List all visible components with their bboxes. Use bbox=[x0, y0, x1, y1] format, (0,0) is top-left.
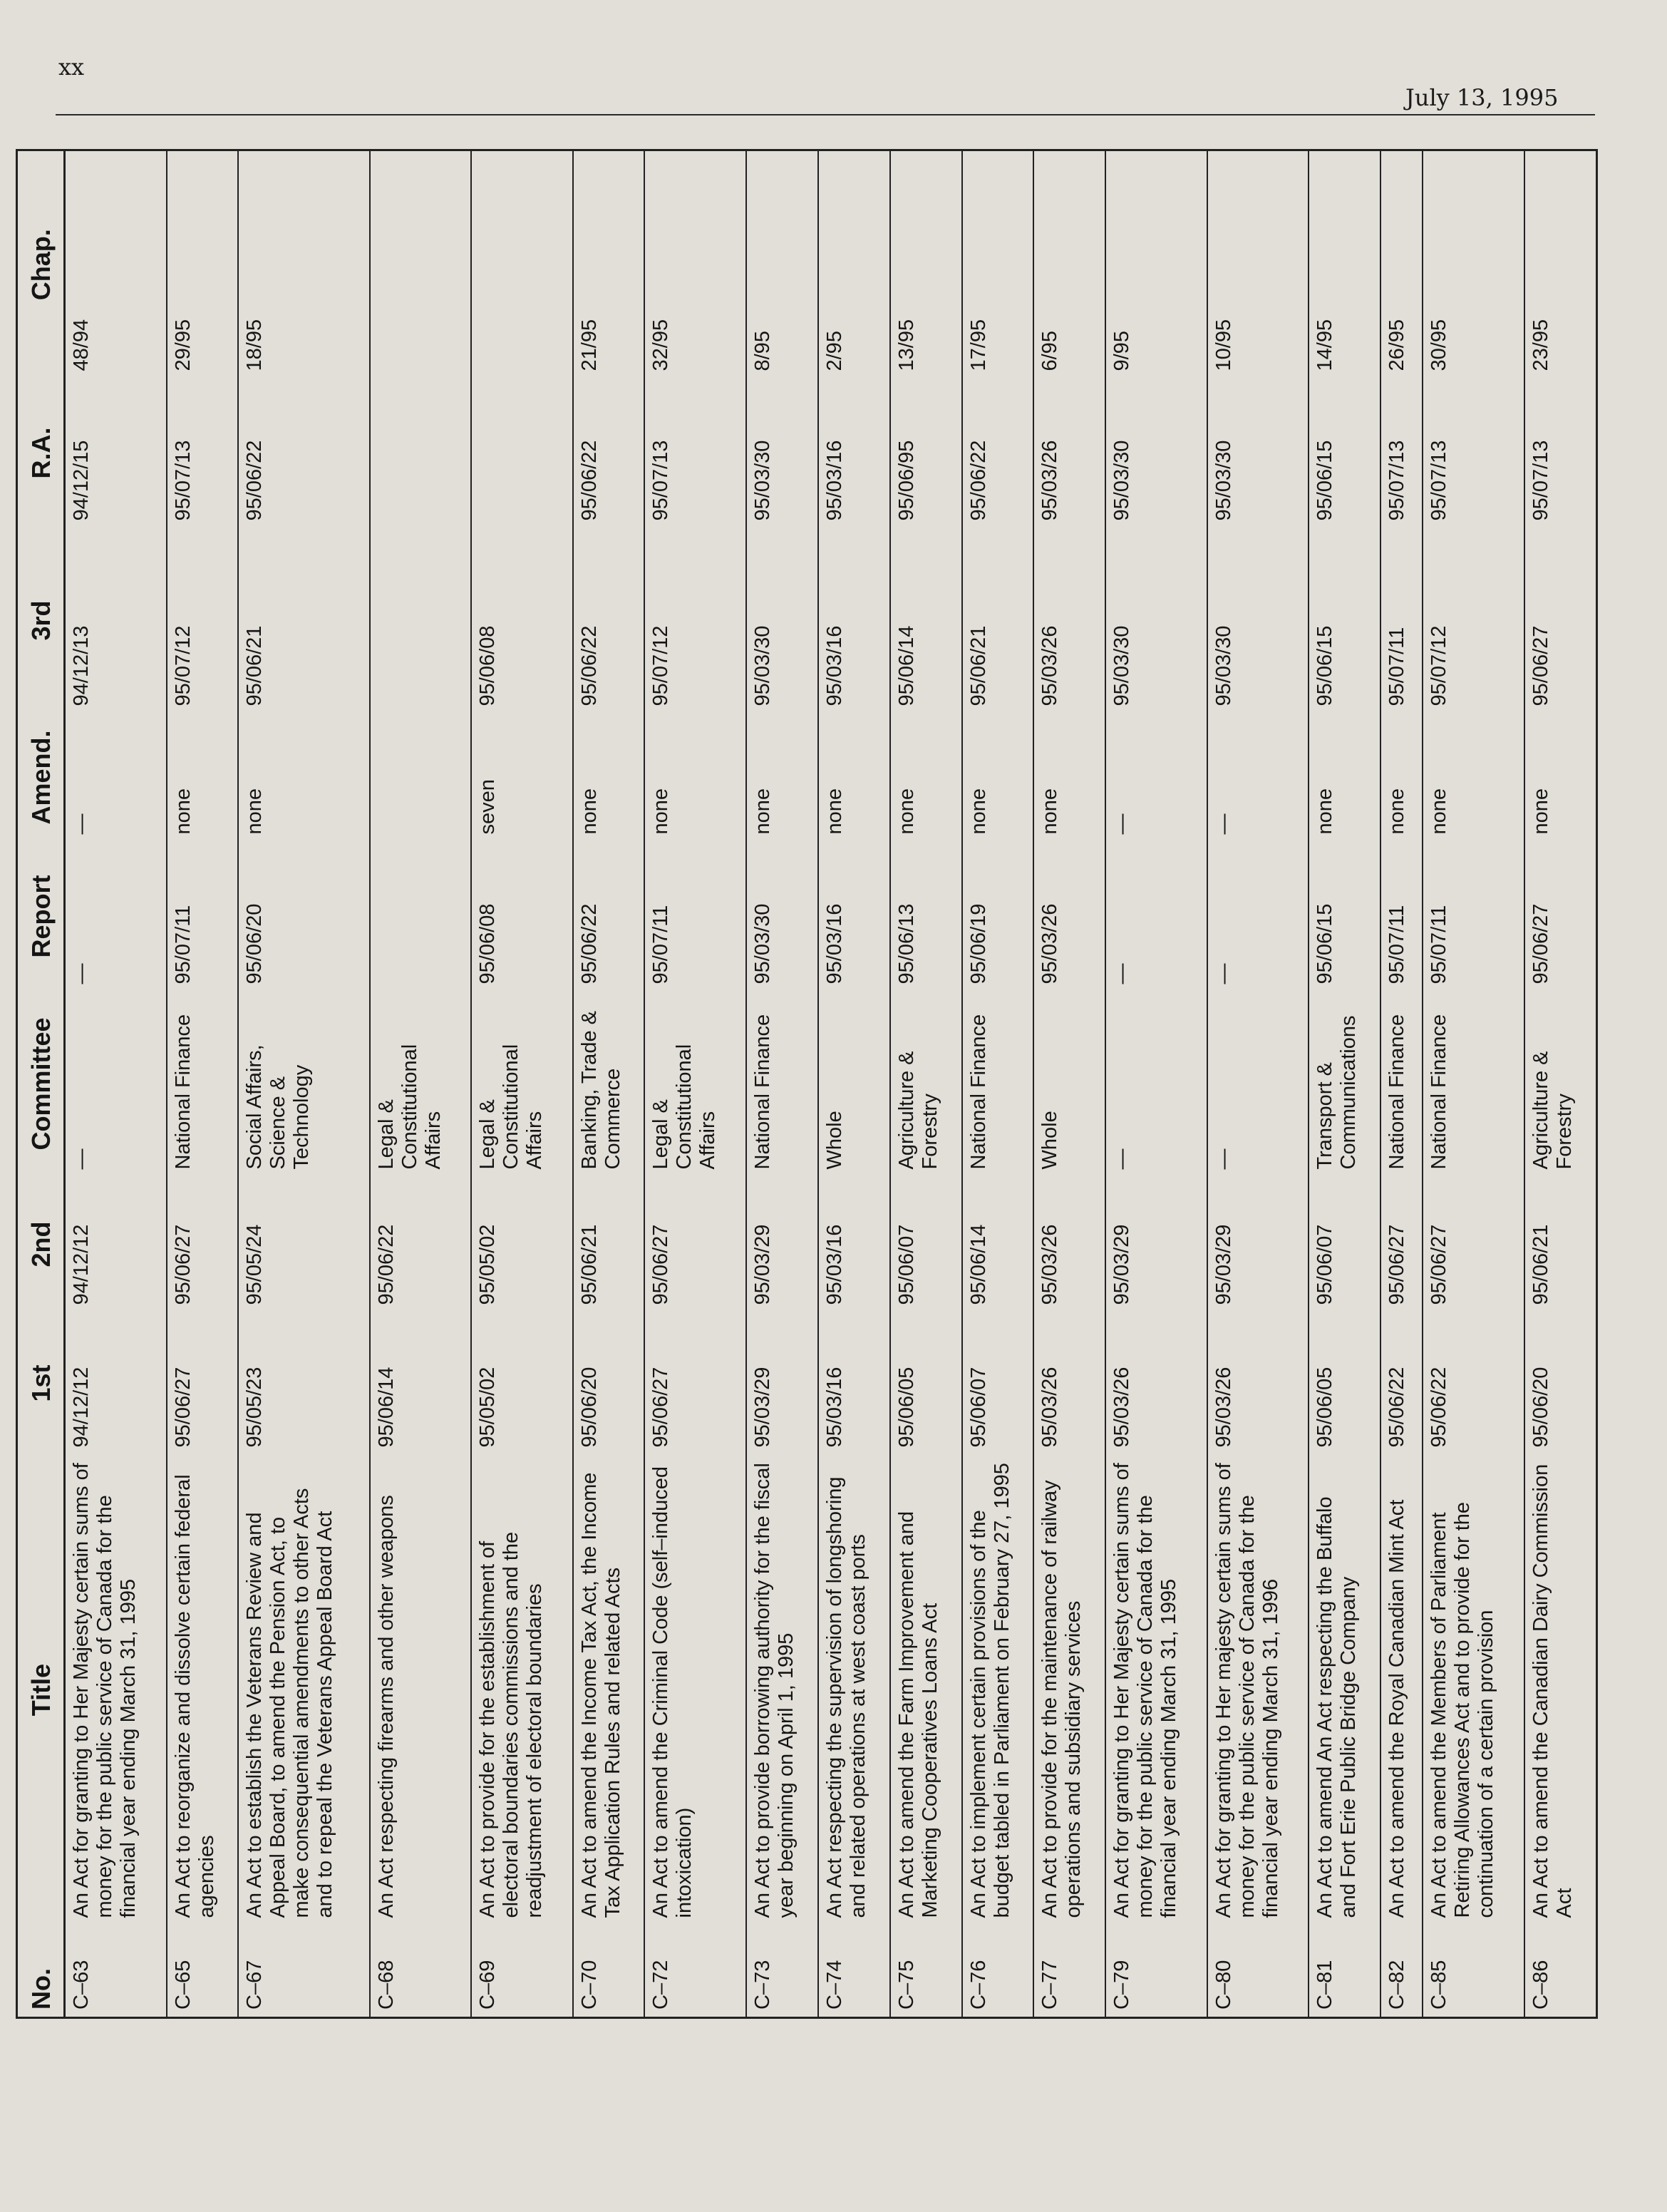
committee-cell: Social Affairs, Science & Technology bbox=[238, 992, 369, 1177]
first-reading-cell: 95/05/23 bbox=[238, 1312, 369, 1455]
report-cell: — bbox=[65, 842, 167, 992]
chapter-cell: 6/95 bbox=[1033, 150, 1105, 379]
amendments-cell: — bbox=[65, 714, 167, 842]
chapter-cell: 2/95 bbox=[818, 150, 890, 379]
third-reading-cell: 95/03/30 bbox=[746, 528, 818, 714]
column-header: Chap. bbox=[17, 150, 65, 379]
column-header: 3rd bbox=[17, 528, 65, 714]
column-header: Amend. bbox=[17, 714, 65, 842]
royal-assent-cell: 95/06/22 bbox=[962, 379, 1034, 528]
second-reading-cell: 95/03/29 bbox=[1207, 1177, 1309, 1312]
chapter-cell: 29/95 bbox=[167, 150, 239, 379]
third-reading-cell: 95/06/21 bbox=[238, 528, 369, 714]
report-cell: 95/03/30 bbox=[746, 842, 818, 992]
third-reading-cell bbox=[370, 528, 471, 714]
first-reading-cell: 95/06/27 bbox=[167, 1312, 239, 1455]
bill-number-cell: C–74 bbox=[818, 1925, 890, 2018]
bill-number-cell: C–81 bbox=[1309, 1925, 1380, 2018]
bill-title-cell: An Act to amend the Canadian Dairy Commission Act bbox=[1524, 1455, 1597, 1925]
bill-number-cell: C–75 bbox=[890, 1925, 962, 2018]
bill-title-cell: An Act respecting the supervision of longshoring and related operations at west coast ports bbox=[818, 1455, 890, 1925]
table-header-row bbox=[17, 150, 65, 2018]
third-reading-cell: 95/03/16 bbox=[818, 528, 890, 714]
committee-cell: National Finance bbox=[1423, 992, 1524, 1177]
bill-title-cell: An Act to amend An Act respecting the Buffalo and Fort Erie Public Bridge Company bbox=[1309, 1455, 1380, 1925]
report-cell: 95/07/11 bbox=[644, 842, 745, 992]
amendments-cell: none bbox=[890, 714, 962, 842]
second-reading-cell: 95/06/27 bbox=[1380, 1177, 1423, 1312]
royal-assent-cell: 95/03/16 bbox=[818, 379, 890, 528]
committee-cell: National Finance bbox=[962, 992, 1034, 1177]
first-reading-cell: 95/06/27 bbox=[644, 1312, 745, 1455]
chapter-cell: 21/95 bbox=[573, 150, 645, 379]
third-reading-cell: 95/03/30 bbox=[1105, 528, 1207, 714]
amendments-cell: none bbox=[1033, 714, 1105, 842]
amendments-cell: none bbox=[1423, 714, 1524, 842]
committee-cell: Agriculture & Forestry bbox=[890, 992, 962, 1177]
amendments-cell: none bbox=[1309, 714, 1380, 842]
second-reading-cell: 95/06/07 bbox=[890, 1177, 962, 1312]
bill-title-cell: An Act to provide for the establishment of electoral boundaries commissions and the readjustment of electoral boundaries bbox=[471, 1455, 572, 1925]
chapter-cell: 23/95 bbox=[1524, 150, 1597, 379]
report-cell bbox=[370, 842, 471, 992]
royal-assent-cell: 95/03/26 bbox=[1033, 379, 1105, 528]
committee-cell: Agriculture & Forestry bbox=[1524, 992, 1597, 1177]
rotated-table-wrapper bbox=[16, 151, 1598, 2019]
third-reading-cell: 94/12/13 bbox=[65, 528, 167, 714]
table-row bbox=[1309, 150, 1380, 2018]
second-reading-cell: 95/06/27 bbox=[644, 1177, 745, 1312]
royal-assent-cell: 95/07/13 bbox=[1423, 379, 1524, 528]
column-header: 2nd bbox=[17, 1177, 65, 1312]
royal-assent-cell: 95/07/13 bbox=[1524, 379, 1597, 528]
first-reading-cell: 95/06/20 bbox=[1524, 1312, 1597, 1455]
bill-number-cell: C–63 bbox=[65, 1925, 167, 2018]
amendments-cell: none bbox=[962, 714, 1034, 842]
table-row bbox=[238, 150, 369, 2018]
bill-title-cell: An Act for granting to Her Majesty certain sums of money for the public service of Canada for the financial year ending March 31, 1995 bbox=[1105, 1455, 1207, 1925]
bill-title-cell: An Act to implement certain provisions of the budget tabled in Parliament on February 27, 1995 bbox=[962, 1455, 1034, 1925]
report-cell: 95/06/15 bbox=[1309, 842, 1380, 992]
royal-assent-cell: 95/03/30 bbox=[1207, 379, 1309, 528]
committee-cell: Legal & Constitutional Affairs bbox=[370, 992, 471, 1177]
third-reading-cell: 95/06/08 bbox=[471, 528, 572, 714]
table-row bbox=[471, 150, 572, 2018]
royal-assent-cell bbox=[370, 379, 471, 528]
column-header: Title bbox=[17, 1455, 65, 1925]
first-reading-cell: 95/06/22 bbox=[1380, 1312, 1423, 1455]
royal-assent-cell: 95/06/95 bbox=[890, 379, 962, 528]
bill-number-cell: C–67 bbox=[238, 1925, 369, 2018]
report-cell: 95/06/13 bbox=[890, 842, 962, 992]
first-reading-cell: 95/06/05 bbox=[1309, 1312, 1380, 1455]
table-row bbox=[573, 150, 645, 2018]
table-row bbox=[1524, 150, 1597, 2018]
bills-table bbox=[16, 149, 1598, 2019]
third-reading-cell: 95/07/12 bbox=[167, 528, 239, 714]
amendments-cell: none bbox=[1380, 714, 1423, 842]
report-cell: 95/03/26 bbox=[1033, 842, 1105, 992]
report-cell: 95/06/08 bbox=[471, 842, 572, 992]
report-cell: 95/07/11 bbox=[1423, 842, 1524, 992]
bill-title-cell: An Act to amend the Royal Canadian Mint Act bbox=[1380, 1455, 1423, 1925]
third-reading-cell: 95/06/14 bbox=[890, 528, 962, 714]
column-header: 1st bbox=[17, 1312, 65, 1455]
second-reading-cell: 95/06/21 bbox=[573, 1177, 645, 1312]
table-row bbox=[1207, 150, 1309, 2018]
bill-number-cell: C–85 bbox=[1423, 1925, 1524, 2018]
royal-assent-cell: 95/07/13 bbox=[1380, 379, 1423, 528]
table-row bbox=[644, 150, 745, 2018]
chapter-cell: 10/95 bbox=[1207, 150, 1309, 379]
royal-assent-cell: 95/06/15 bbox=[1309, 379, 1380, 528]
first-reading-cell: 95/03/26 bbox=[1207, 1312, 1309, 1455]
third-reading-cell: 95/07/12 bbox=[644, 528, 745, 714]
royal-assent-cell: 95/03/30 bbox=[1105, 379, 1207, 528]
second-reading-cell: 94/12/12 bbox=[65, 1177, 167, 1312]
committee-cell: National Finance bbox=[167, 992, 239, 1177]
chapter-cell: 14/95 bbox=[1309, 150, 1380, 379]
page-date: July 13, 1995 bbox=[1405, 84, 1559, 111]
committee-cell: Legal & Constitutional Affairs bbox=[644, 992, 745, 1177]
bill-number-cell: C–70 bbox=[573, 1925, 645, 2018]
second-reading-cell: 95/03/16 bbox=[818, 1177, 890, 1312]
bill-number-cell: C–77 bbox=[1033, 1925, 1105, 2018]
second-reading-cell: 95/06/07 bbox=[1309, 1177, 1380, 1312]
bill-number-cell: C–76 bbox=[962, 1925, 1034, 2018]
bill-number-cell: C–86 bbox=[1524, 1925, 1597, 2018]
column-header: No. bbox=[17, 1925, 65, 2018]
chapter-cell: 8/95 bbox=[746, 150, 818, 379]
report-cell: 95/03/16 bbox=[818, 842, 890, 992]
amendments-cell: none bbox=[167, 714, 239, 842]
third-reading-cell: 95/07/12 bbox=[1423, 528, 1524, 714]
table-row bbox=[818, 150, 890, 2018]
report-cell: 95/07/11 bbox=[167, 842, 239, 992]
second-reading-cell: 95/06/27 bbox=[1423, 1177, 1524, 1312]
committee-cell: Transport & Communications bbox=[1309, 992, 1380, 1177]
column-header: R.A. bbox=[17, 379, 65, 528]
first-reading-cell: 95/06/05 bbox=[890, 1312, 962, 1455]
bill-title-cell: An Act for granting to Her Majesty certain sums of money for the public service of Canada for the financial year ending March 31, 1995 bbox=[65, 1455, 167, 1925]
second-reading-cell: 95/06/22 bbox=[370, 1177, 471, 1312]
royal-assent-cell: 95/03/30 bbox=[746, 379, 818, 528]
first-reading-cell: 94/12/12 bbox=[65, 1312, 167, 1455]
bill-title-cell: An Act for granting to Her majesty certain sums of money for the public service of Canada for the financial year ending March 31, 1996 bbox=[1207, 1455, 1309, 1925]
chapter-cell bbox=[471, 150, 572, 379]
table-row bbox=[1105, 150, 1207, 2018]
table-row bbox=[167, 150, 239, 2018]
first-reading-cell: 95/03/16 bbox=[818, 1312, 890, 1455]
committee-cell: Whole bbox=[818, 992, 890, 1177]
report-cell: — bbox=[1105, 842, 1207, 992]
first-reading-cell: 95/03/26 bbox=[1105, 1312, 1207, 1455]
third-reading-cell: 95/06/22 bbox=[573, 528, 645, 714]
royal-assent-cell: 95/06/22 bbox=[238, 379, 369, 528]
second-reading-cell: 95/06/14 bbox=[962, 1177, 1034, 1312]
bill-number-cell: C–73 bbox=[746, 1925, 818, 2018]
amendments-cell: none bbox=[1524, 714, 1597, 842]
committee-cell: — bbox=[65, 992, 167, 1177]
first-reading-cell: 95/03/29 bbox=[746, 1312, 818, 1455]
report-cell: 95/07/11 bbox=[1380, 842, 1423, 992]
report-cell: 95/06/20 bbox=[238, 842, 369, 992]
report-cell: — bbox=[1207, 842, 1309, 992]
first-reading-cell: 95/06/07 bbox=[962, 1312, 1034, 1455]
bill-title-cell: An Act to amend the Income Tax Act, the Income Tax Application Rules and related Acts bbox=[573, 1455, 645, 1925]
first-reading-cell: 95/05/02 bbox=[471, 1312, 572, 1455]
first-reading-cell: 95/06/20 bbox=[573, 1312, 645, 1455]
committee-cell: — bbox=[1207, 992, 1309, 1177]
amendments-cell: — bbox=[1207, 714, 1309, 842]
committee-cell: National Finance bbox=[746, 992, 818, 1177]
royal-assent-cell: 95/06/22 bbox=[573, 379, 645, 528]
first-reading-cell: 95/06/14 bbox=[370, 1312, 471, 1455]
bill-title-cell: An Act respecting firearms and other weapons bbox=[370, 1455, 471, 1925]
table-row bbox=[890, 150, 962, 2018]
first-reading-cell: 95/03/26 bbox=[1033, 1312, 1105, 1455]
bill-title-cell: An Act to amend the Farm Improvement and Marketing Cooperatives Loans Act bbox=[890, 1455, 962, 1925]
second-reading-cell: 95/06/27 bbox=[167, 1177, 239, 1312]
second-reading-cell: 95/06/21 bbox=[1524, 1177, 1597, 1312]
bill-number-cell: C–72 bbox=[644, 1925, 745, 2018]
third-reading-cell: 95/06/21 bbox=[962, 528, 1034, 714]
third-reading-cell: 95/06/15 bbox=[1309, 528, 1380, 714]
table-row bbox=[370, 150, 471, 2018]
second-reading-cell: 95/05/02 bbox=[471, 1177, 572, 1312]
second-reading-cell: 95/03/29 bbox=[746, 1177, 818, 1312]
second-reading-cell: 95/03/26 bbox=[1033, 1177, 1105, 1312]
chapter-cell: 26/95 bbox=[1380, 150, 1423, 379]
page-number: xx bbox=[58, 53, 85, 81]
table-row bbox=[746, 150, 818, 2018]
chapter-cell: 32/95 bbox=[644, 150, 745, 379]
second-reading-cell: 95/03/29 bbox=[1105, 1177, 1207, 1312]
third-reading-cell: 95/07/11 bbox=[1380, 528, 1423, 714]
bill-number-cell: C–82 bbox=[1380, 1925, 1423, 2018]
chapter-cell: 13/95 bbox=[890, 150, 962, 379]
third-reading-cell: 95/03/30 bbox=[1207, 528, 1309, 714]
royal-assent-cell: 94/12/15 bbox=[65, 379, 167, 528]
amendments-cell: none bbox=[746, 714, 818, 842]
bill-title-cell: An Act to provide for the maintenance of railway operations and subsidiary services bbox=[1033, 1455, 1105, 1925]
chapter-cell: 48/94 bbox=[65, 150, 167, 379]
amendments-cell: none bbox=[238, 714, 369, 842]
chapter-cell: 18/95 bbox=[238, 150, 369, 379]
royal-assent-cell: 95/07/13 bbox=[644, 379, 745, 528]
table-row bbox=[1423, 150, 1524, 2018]
chapter-cell: 9/95 bbox=[1105, 150, 1207, 379]
committee-cell: Whole bbox=[1033, 992, 1105, 1177]
committee-cell: — bbox=[1105, 992, 1207, 1177]
table-row bbox=[1380, 150, 1423, 2018]
bill-title-cell: An Act to amend the Criminal Code (self–induced intoxication) bbox=[644, 1455, 745, 1925]
bill-title-cell: An Act to amend the Members of Parliament Retiring Allowances Act and to provide for the continuation of a certain provision bbox=[1423, 1455, 1524, 1925]
report-cell: 95/06/22 bbox=[573, 842, 645, 992]
amendments-cell: seven bbox=[471, 714, 572, 842]
amendments-cell: — bbox=[1105, 714, 1207, 842]
third-reading-cell: 95/03/26 bbox=[1033, 528, 1105, 714]
amendments-cell: none bbox=[644, 714, 745, 842]
report-cell: 95/06/27 bbox=[1524, 842, 1597, 992]
table-row bbox=[1033, 150, 1105, 2018]
table-row bbox=[65, 150, 167, 2018]
bill-title-cell: An Act to establish the Veterans Review and Appeal Board, to amend the Pension Act, to make consequential amendments to other Acts and to repeal the Veterans Appeal Board Act bbox=[238, 1455, 369, 1925]
bill-number-cell: C–79 bbox=[1105, 1925, 1207, 2018]
amendments-cell: none bbox=[573, 714, 645, 842]
bill-number-cell: C–68 bbox=[370, 1925, 471, 2018]
committee-cell: National Finance bbox=[1380, 992, 1423, 1177]
chapter-cell: 30/95 bbox=[1423, 150, 1524, 379]
bill-title-cell: An Act to reorganize and dissolve certain federal agencies bbox=[167, 1455, 239, 1925]
column-header: Report bbox=[17, 842, 65, 992]
bill-number-cell: C–80 bbox=[1207, 1925, 1309, 2018]
report-cell: 95/06/19 bbox=[962, 842, 1034, 992]
column-header: Committee bbox=[17, 992, 65, 1177]
bill-title-cell: An Act to provide borrowing authority for the fiscal year beginning on April 1, 1995 bbox=[746, 1455, 818, 1925]
table-row bbox=[962, 150, 1034, 2018]
bill-number-cell: C–65 bbox=[167, 1925, 239, 2018]
committee-cell: Banking, Trade & Commerce bbox=[573, 992, 645, 1177]
chapter-cell bbox=[370, 150, 471, 379]
bill-number-cell: C–69 bbox=[471, 1925, 572, 2018]
committee-cell: Legal & Constitutional Affairs bbox=[471, 992, 572, 1177]
third-reading-cell: 95/06/27 bbox=[1524, 528, 1597, 714]
amendments-cell: none bbox=[818, 714, 890, 842]
first-reading-cell: 95/06/22 bbox=[1423, 1312, 1524, 1455]
second-reading-cell: 95/05/24 bbox=[238, 1177, 369, 1312]
chapter-cell: 17/95 bbox=[962, 150, 1034, 379]
amendments-cell bbox=[370, 714, 471, 842]
royal-assent-cell: 95/07/13 bbox=[167, 379, 239, 528]
royal-assent-cell bbox=[471, 379, 572, 528]
header-rule bbox=[56, 114, 1595, 115]
